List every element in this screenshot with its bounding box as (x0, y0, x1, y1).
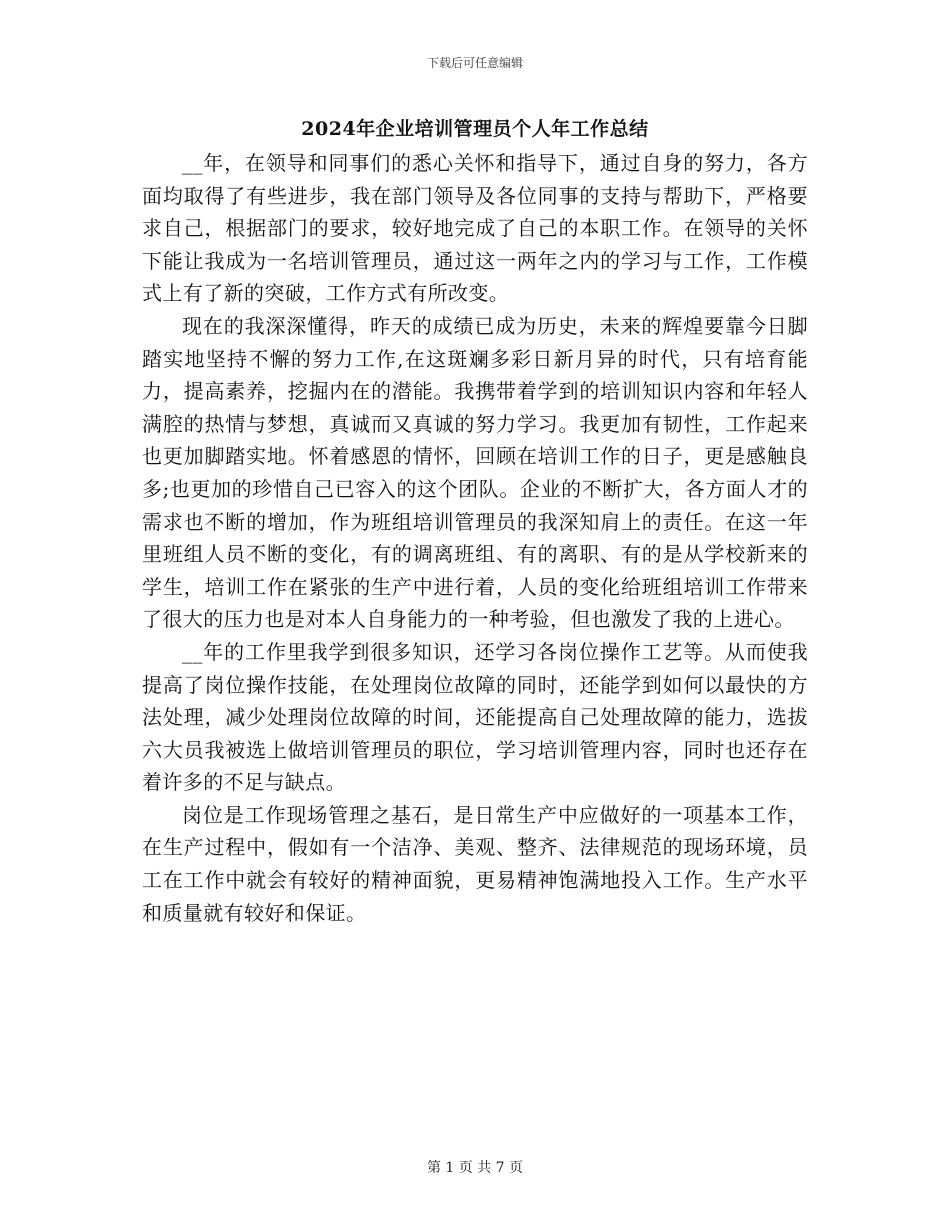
document-body (142, 147, 808, 929)
paragraph-3: __年的工作里我学到很多知识，还学习各岗位操作工艺等。从而使我提高了岗位操作技能，在处理岗位故障的同时，还能学到如何以最快的方法处理，减少处理岗位故障的时间，还能提高自己处理故障的能力，选拔六大员我被选上做培训管理员的职位，学习培训管理内容，同时也还存在着许多的不足与缺点。 (142, 639, 808, 795)
page-header-note: 下载后可任意编辑 (426, 56, 523, 70)
paragraph-2: 现在的我深深懂得，昨天的成绩已成为历史，未来的辉煌要靠今日脚踏实地坚持不懈的努力工作,在这斑斓多彩日新月异的时代，只有培育能力，提高素养，挖掘内在的潜能。我携带着学到的培训知识内容和年轻人满腔的热情与梦想，真诚而又真诚的努力学习。我更加有韧性，工作起来也更加脚踏实地。怀着感恩的情怀，回顾在培训工作的日子，更是感触良多;也更加的珍惜自己已容入的这个团队。企业的不断扩大，各方面人才的需求也不断的增加，作为班组培训管理员的我深知肩上的责任。在这一年里班组人员不断的变化，有的调离班组、有的离职、有的是从学校新来的学生，培训工作在紧张的生产中进行着，人员的变化给班组培训工作带来了很大的压力也是对本人自身能力的一种考验，但也激发了我的上进心。 (142, 313, 808, 632)
page-number: 第 1 页 共 7 页 (426, 1160, 524, 1176)
paragraph-4: 岗位是工作现场管理之基石，是日常生产中应做好的一项基本工作，在生产过程中，假如有一个洁净、美观、整齐、法律规范的现场环境，员工在工作中就会有较好的精神面貌，更易精神饱满地投入工作。生产水平和质量就有较好和保证。 (142, 802, 808, 925)
paragraph-1: __年，在领导和同事们的悉心关怀和指导下，通过自身的努力，各方面均取得了有些进步，我在部门领导及各位同事的支持与帮助下，严格要求自己，根据部门的要求，较好地完成了自己的本职工作。在领导的关怀下能让我成为一名培训管理员，通过这一两年之内的学习与工作，工作模式上有了新的突破，工作方式有所改变。 (142, 151, 808, 306)
document-title: 2024年企业培训管理员个人年工作总结 (301, 118, 649, 140)
